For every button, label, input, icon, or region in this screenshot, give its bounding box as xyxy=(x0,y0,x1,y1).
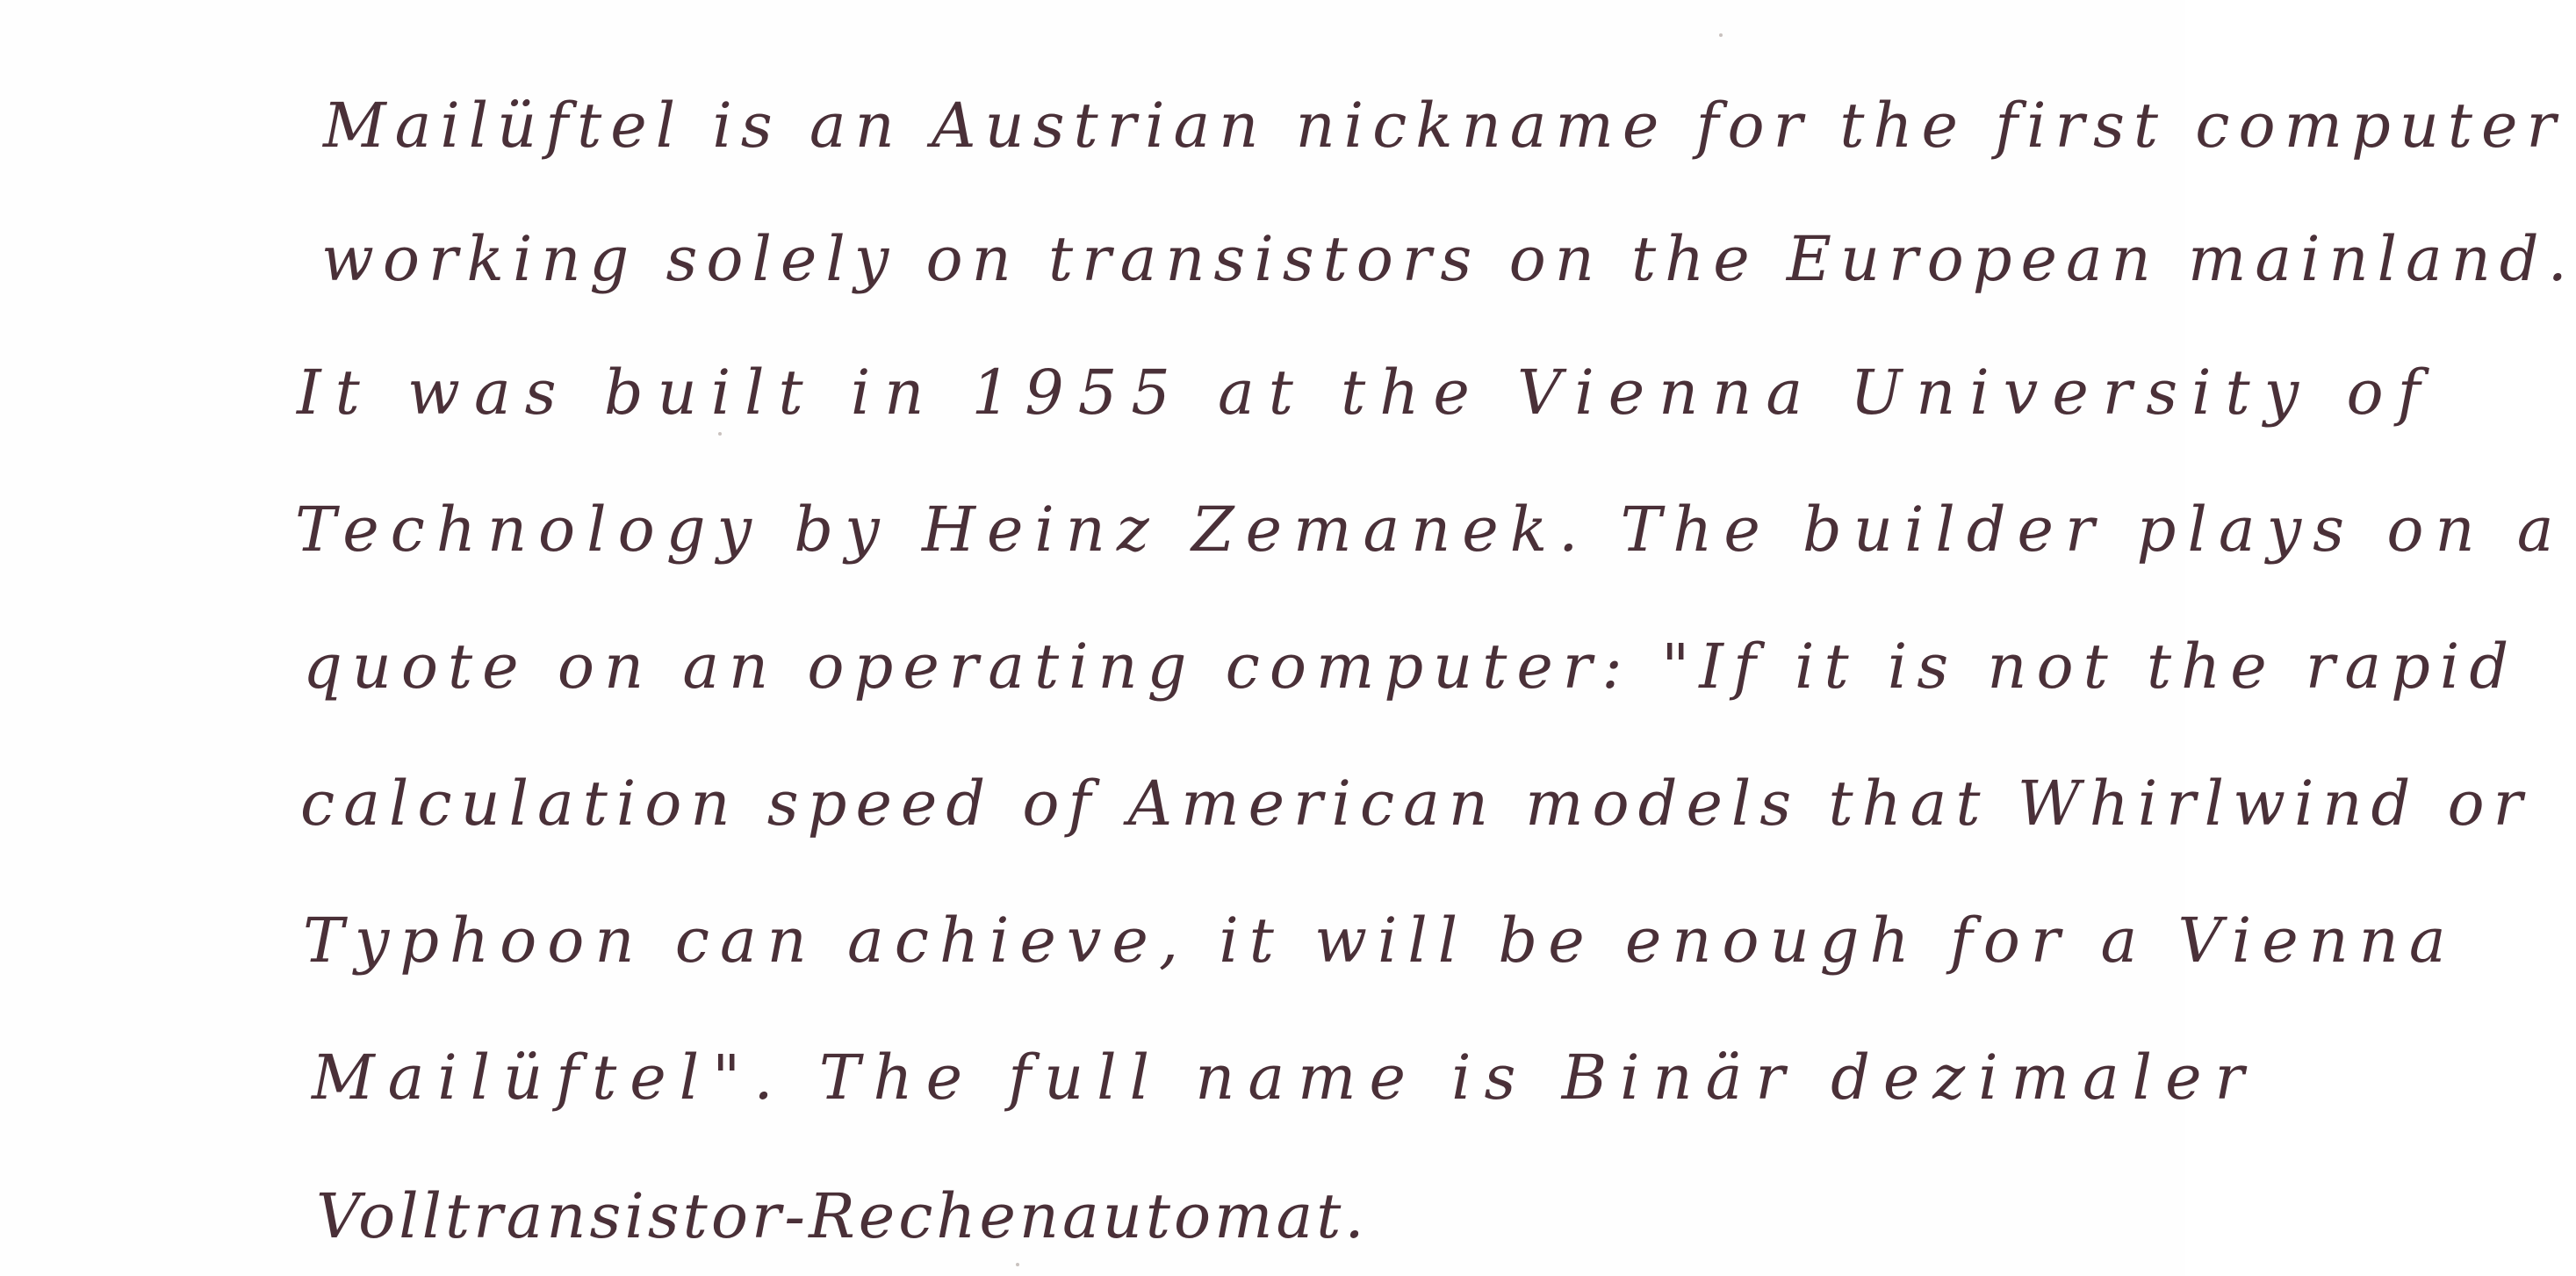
handwritten-line-6: calculation speed of American models that Whirlwind or xyxy=(300,768,2532,840)
handwritten-line-2: working solely on transistors on the European mainland. xyxy=(321,223,2576,295)
handwritten-line-5: quote on an operating computer: "If it is not the rapid xyxy=(303,631,2519,703)
handwritten-line-1: Mailüftel is an Austrian nickname for the first computer xyxy=(323,90,2565,162)
handwritten-line-8: Mailüftel". The full name is Binär dezimaler xyxy=(312,1042,2257,1114)
paper-speck xyxy=(718,432,722,436)
handwritten-line-9: Volltransistor-Rechenautomat. xyxy=(316,1180,1368,1252)
paper-speck xyxy=(1016,1263,1019,1266)
handwritten-line-4: Technology by Heinz Zemanek. The builder plays on a xyxy=(295,494,2565,566)
handwritten-line-7: Typhoon can achieve, it will be enough for a Vienna xyxy=(303,905,2457,977)
handwritten-line-3: It was built in 1955 at the Vienna University of xyxy=(297,357,2435,429)
paper-speck xyxy=(1719,33,1723,37)
